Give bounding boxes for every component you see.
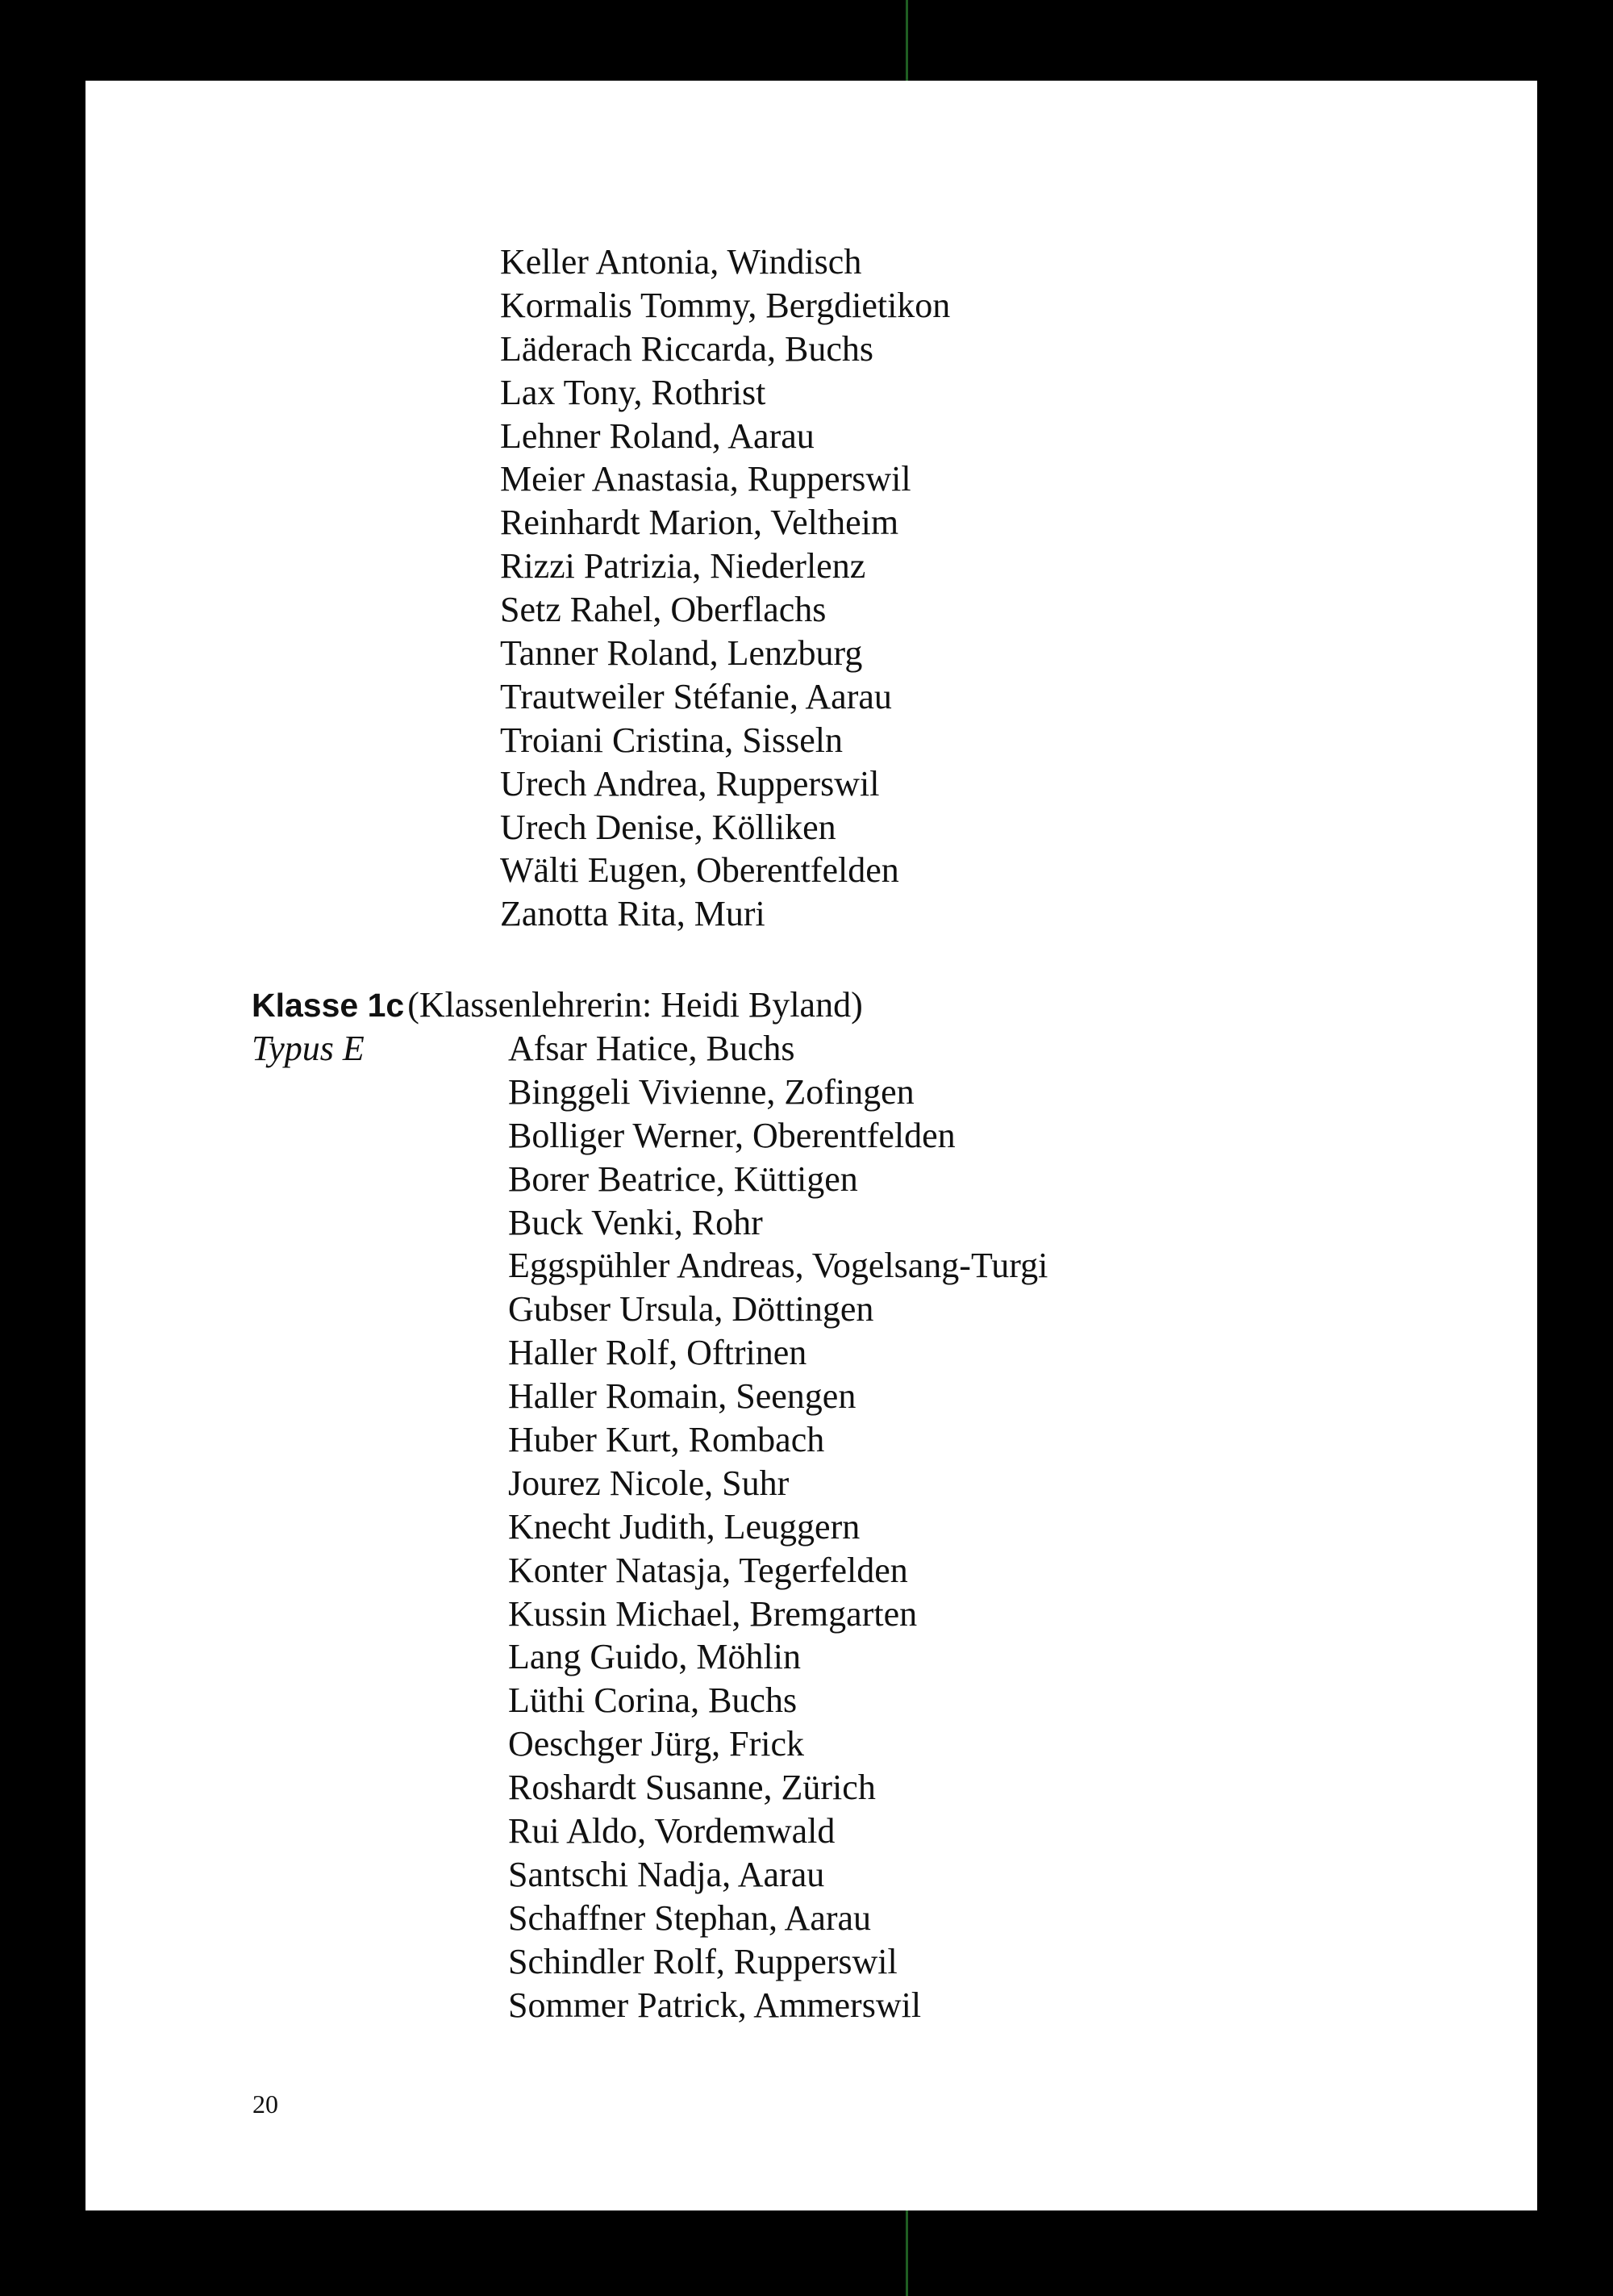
student-entry: Oeschger Jürg, Frick <box>508 1724 804 1764</box>
student-entry: Läderach Riccarda, Buchs <box>500 328 873 369</box>
student-entry: Bolliger Werner, Oberentfelden <box>508 1115 956 1155</box>
student-entry: Trautweiler Stéfanie, Aarau <box>500 676 892 716</box>
student-entry: Lang Guido, Möhlin <box>508 1637 801 1677</box>
typus-label: Typus E <box>252 1029 365 1068</box>
student-entry: Kussin Michael, Bremgarten <box>508 1593 918 1634</box>
student-entry: Tanner Roland, Lenzburg <box>500 633 863 674</box>
student-entry: Huber Kurt, Rombach <box>508 1420 825 1460</box>
student-entry: Schindler Rolf, Rupperswil <box>508 1941 898 1981</box>
student-entry: Roshardt Susanne, Zürich <box>508 1768 876 1808</box>
student-entry: Kormalis Tommy, Bergdietikon <box>500 285 951 325</box>
student-entry: Buck Venki, Rohr <box>508 1202 763 1242</box>
scan-edge-line-bottom <box>906 2210 908 2296</box>
student-entry: Wälti Eugen, Oberentfelden <box>500 850 899 891</box>
student-entry: Haller Romain, Seengen <box>508 1376 857 1417</box>
student-entry: Sommer Patrick, Ammerswil <box>508 1985 922 2025</box>
student-entry: Setz Rahel, Oberflachs <box>500 590 827 630</box>
student-entry: Reinhardt Marion, Veltheim <box>500 503 899 543</box>
scan-edge-line-top <box>906 0 908 81</box>
student-entry: Lehner Roland, Aarau <box>500 415 815 456</box>
student-entry: Zanotta Rita, Muri <box>500 894 765 934</box>
student-entry: Troiani Cristina, Sisseln <box>500 720 843 760</box>
student-entry: Haller Rolf, Oftrinen <box>508 1333 807 1373</box>
student-entry: Gubser Ursula, Döttingen <box>508 1289 874 1330</box>
student-entry: Konter Natasja, Tegerfelden <box>508 1550 908 1590</box>
student-entry: Rizzi Patrizia, Niederlenz <box>500 546 866 587</box>
student-entry: Rui Aldo, Vordemwald <box>508 1811 836 1851</box>
document-page <box>85 81 1537 2210</box>
student-entry: Santschi Nadja, Aarau <box>508 1854 825 1894</box>
class-heading <box>252 983 863 1027</box>
student-entry: Binggeli Vivienne, Zofingen <box>508 1071 915 1112</box>
class-label: Klasse 1c <box>252 987 405 1024</box>
page-number: 20 <box>252 2089 278 2119</box>
student-entry: Meier Anastasia, Rupperswil <box>500 459 911 499</box>
student-entry: Lax Tony, Rothrist <box>500 372 766 412</box>
student-entry: Schaffner Stephan, Aarau <box>508 1897 872 1938</box>
student-entry: Borer Beatrice, Küttigen <box>508 1158 858 1199</box>
student-entry: Afsar Hatice, Buchs <box>508 1029 795 1068</box>
student-entry: Lüthi Corina, Buchs <box>508 1680 798 1721</box>
student-entry: Jourez Nicole, Suhr <box>508 1463 790 1503</box>
class-teacher: (Klassenlehrerin: Heidi Byland) <box>407 985 863 1025</box>
student-entry: Urech Denise, Kölliken <box>500 807 836 847</box>
student-list-class-1c <box>508 1027 1048 2027</box>
student-list-continued <box>500 240 950 936</box>
student-entry: Urech Andrea, Rupperswil <box>500 763 880 804</box>
student-entry: Knecht Judith, Leuggern <box>508 1506 861 1547</box>
student-entry: Keller Antonia, Windisch <box>500 242 862 282</box>
student-entry: Eggspühler Andreas, Vogelsang-Turgi <box>508 1246 1048 1286</box>
